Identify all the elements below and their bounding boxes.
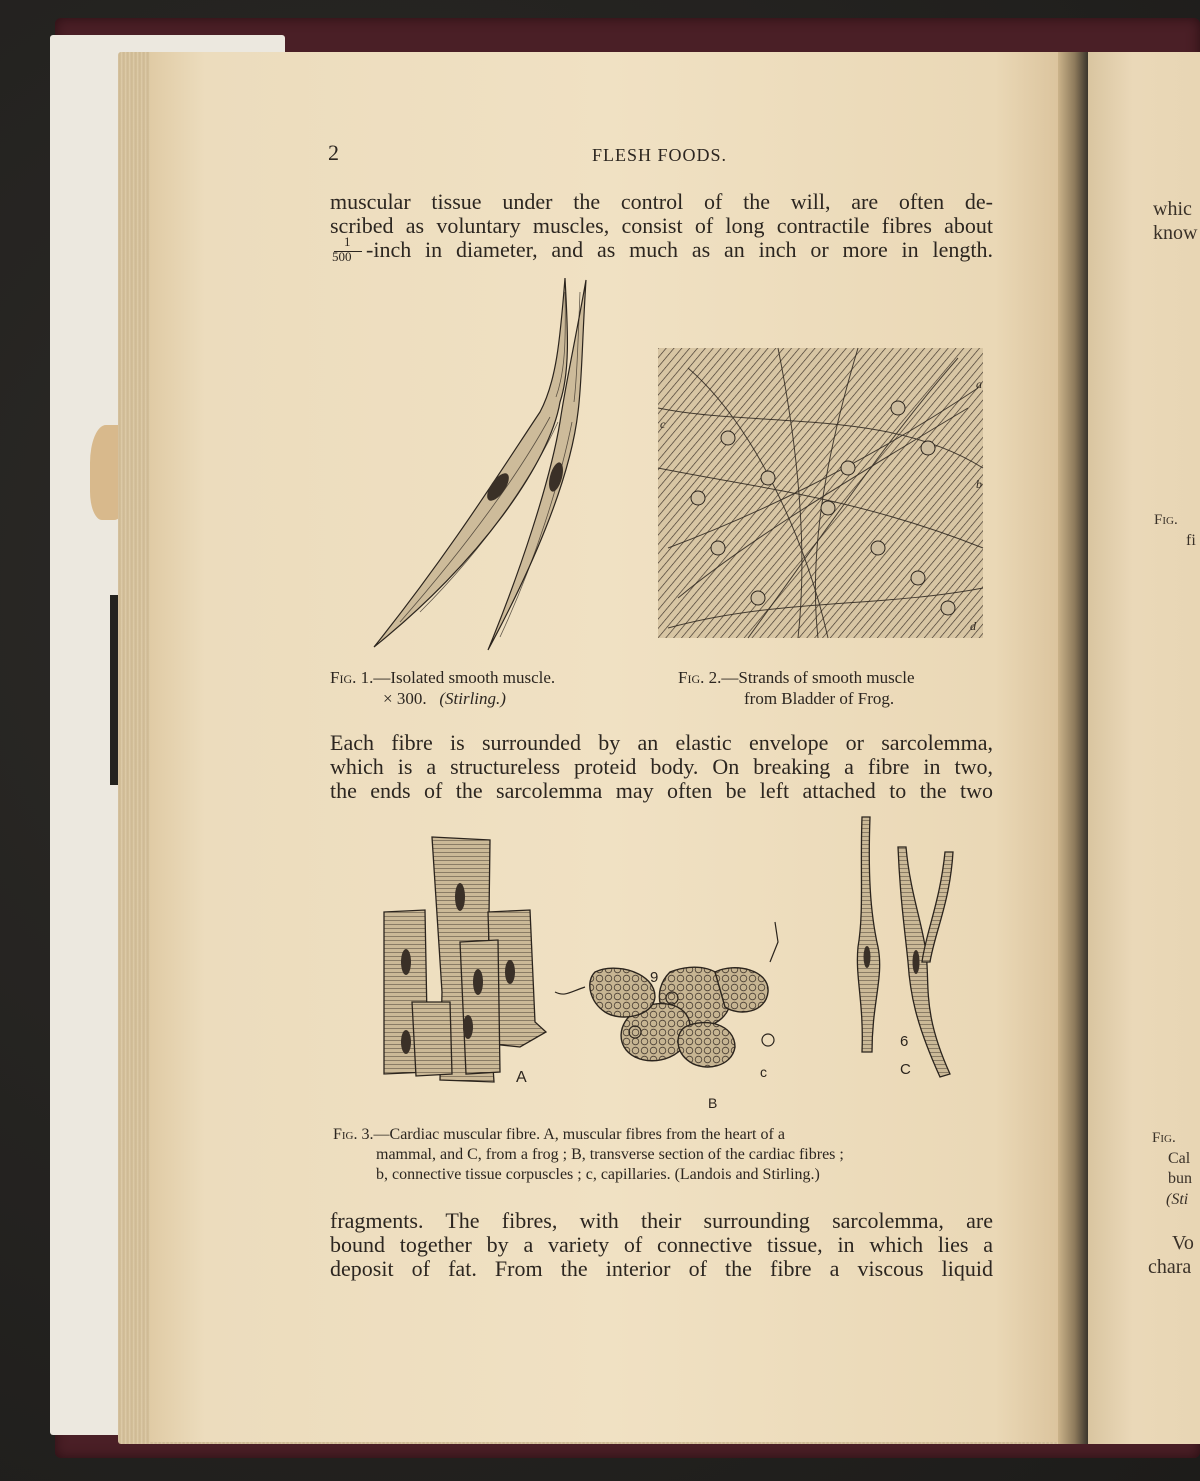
fig3-part-b	[590, 967, 768, 1067]
figure-2-caption-text: —Strands of smooth muscle	[721, 668, 915, 687]
fig2-label-d: d	[970, 619, 976, 633]
fig3-label-nine: 9	[650, 969, 659, 986]
fig3-label-six: 6	[900, 1033, 909, 1050]
fig2-label-a: a	[976, 377, 982, 391]
body-text-line: muscular tissue under the control of the will, are often de-	[330, 189, 993, 214]
fig2-label-b: b	[976, 477, 982, 491]
figure-2-caption-line2: from Bladder of Frog.	[744, 689, 895, 708]
figure-1-label: Fig. 1.	[330, 668, 374, 687]
body-text-line: the ends of the sarcolemma may often be left attached to the two	[330, 778, 993, 803]
body-text-line: bound together by a variety of connective tissue, in which lies a	[330, 1232, 993, 1257]
facing-page-fragment: Cal	[1168, 1150, 1191, 1167]
facing-page-fragment: Vo	[1172, 1232, 1194, 1254]
figure-3-illustration	[370, 812, 1010, 1112]
fig3-label-c-small: c	[760, 1064, 767, 1080]
figure-3-caption-line2: mammal, and C, from a frog ; B, transverse section of the cardiac fibres ;	[376, 1146, 844, 1163]
fraction-numerator: 1	[344, 234, 351, 249]
muscle-cell-2	[488, 280, 586, 650]
facing-page-fragment: bun	[1168, 1170, 1192, 1187]
fig2-label-c: c	[660, 417, 666, 431]
figure-2-caption	[678, 667, 915, 688]
fraction	[330, 236, 370, 266]
body-text-line: -inch in diameter, and as much as an inch or more in length.	[366, 237, 993, 262]
facing-page-fragment: know	[1153, 222, 1198, 244]
muscle-cell-1	[374, 278, 567, 647]
fraction-denominator: 500	[332, 249, 352, 264]
fig3-label-a: A	[516, 1069, 527, 1086]
figure-3-caption-text: —Cardiac muscular fibre. A, muscular fibres from the heart of a	[373, 1126, 785, 1143]
fig3-label-c: C	[900, 1061, 911, 1078]
body-text-line	[330, 731, 993, 755]
facing-page-fragment: whic	[1153, 198, 1192, 220]
figure-1-caption	[330, 667, 555, 688]
figure-3-label: Fig. 3.	[333, 1126, 374, 1143]
facing-page	[1088, 52, 1200, 1444]
body-text-line: scribed as voluntary muscles, consist of long contractile fibres about	[330, 213, 993, 238]
book-gutter	[1058, 52, 1088, 1444]
figure-1-illustration	[360, 272, 600, 652]
facing-page-fragment: fi	[1186, 532, 1196, 549]
running-head: FLESH FOODS.	[592, 145, 728, 165]
figure-1-caption-line2	[383, 688, 506, 709]
body-text-line: fragments. The fibres, with their surrounding sarcolemma, are	[330, 1208, 993, 1233]
figure-1-magnification: × 300.	[383, 689, 427, 708]
figure-2-illustration	[658, 348, 983, 638]
figure-2-label: Fig. 2.	[678, 668, 722, 687]
figure-1-credit: (Stirling.)	[439, 689, 506, 708]
facing-page-fragment: Fig.	[1154, 512, 1178, 528]
fig3-label-b: B	[708, 1095, 718, 1111]
figure-3-caption-line3: b, connective tissue corpuscles ; c, capillaries. (Landois and Stirling.)	[376, 1166, 820, 1183]
facing-page-fragment: Fig.	[1152, 1130, 1176, 1146]
page-number: 2	[328, 140, 339, 165]
body-text-line: deposit of fat. From the interior of the fibre a viscous liquid	[330, 1256, 993, 1281]
body-text-segment: Each fibre is surrounded by an elastic envelope or sarcolemma,	[330, 730, 993, 755]
body-text-line: which is a structureless proteid body. On breaking a fibre in two,	[330, 754, 993, 779]
figure-1-caption-text: —Isolated smooth muscle.	[373, 668, 556, 687]
facing-page-fragment: (Sti	[1166, 1191, 1189, 1208]
figure-3-caption-line1	[333, 1125, 998, 1145]
facing-page-fragment: chara	[1148, 1256, 1192, 1278]
